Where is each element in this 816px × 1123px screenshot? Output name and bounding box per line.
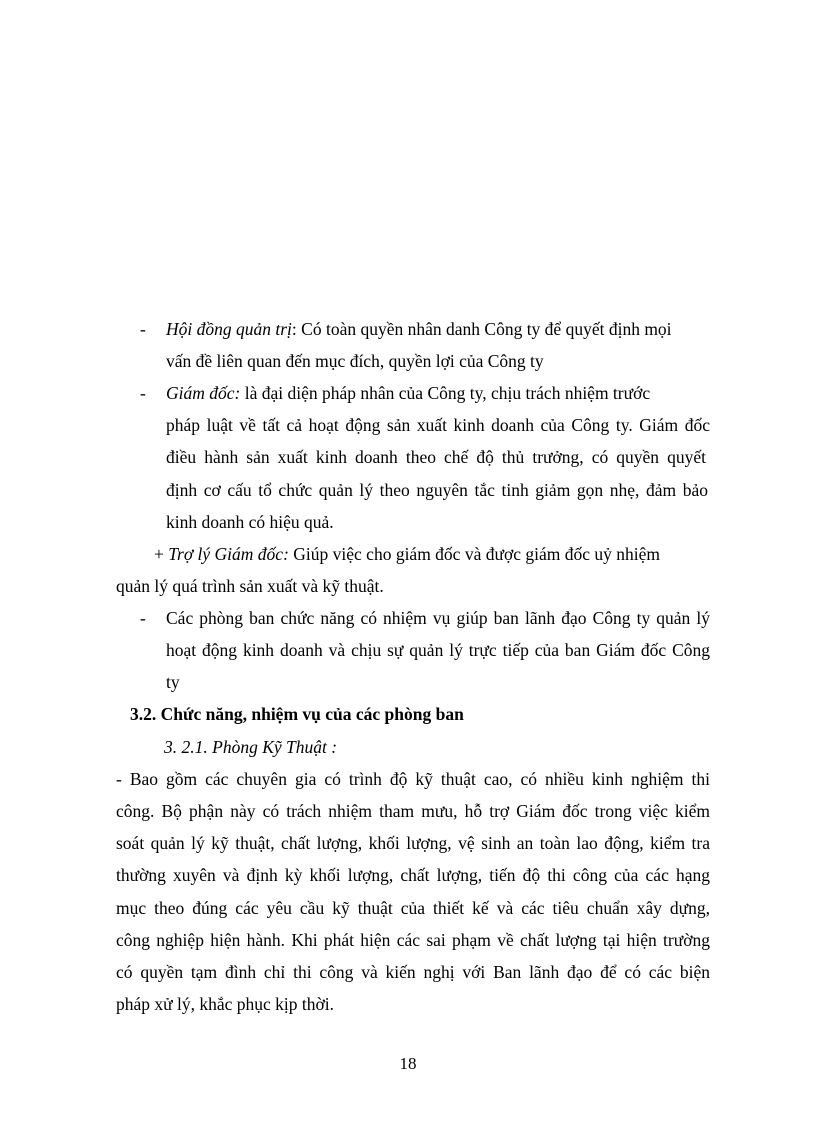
director-line-3: điều hành sản xuất kinh doanh theo chế độ thủ trưởng, có quyền quyết	[166, 447, 706, 467]
para-line-5: mục theo đúng các yêu cầu kỹ thuật của thiết kế và các tiêu chuẩn xây dựng,	[116, 898, 710, 918]
assistant-line-1-text: Giúp việc cho giám đốc và được giám đốc uỷ nhiệm	[288, 544, 660, 564]
director-line-5: kinh doanh có hiệu quả.	[166, 512, 334, 532]
assistant-term: Trợ lý Giám đốc:	[168, 544, 289, 564]
bullet-marker: -	[140, 319, 146, 339]
section-heading: 3.2. Chức năng, nhiệm vụ của các phòng ban	[130, 704, 464, 724]
director-line-1-text: là đại diện pháp nhân của Công ty, chịu trách nhiệm trước	[240, 383, 651, 403]
director-line-4: định cơ cấu tổ chức quản lý theo nguyên tắc tinh giảm gọn nhẹ, đảm bảo	[166, 480, 708, 500]
para-line-2: công. Bộ phận này có trách nhiệm tham mưu, hỗ trợ Giám đốc trong việc kiểm	[116, 801, 710, 821]
board-term: Hội đồng quản trị	[166, 319, 292, 339]
departments-line-3: ty	[166, 672, 180, 692]
assistant-line-1	[154, 543, 660, 565]
board-line-2: vấn đề liên quan đến mục đích, quyền lợi của Công ty	[166, 351, 544, 371]
director-term: Giám đốc:	[166, 383, 241, 403]
director-line-1	[166, 382, 650, 404]
bullet-marker: -	[140, 608, 146, 628]
assistant-line-2: quản lý quá trình sản xuất và kỹ thuật.	[116, 576, 384, 596]
section-subheading: 3. 2.1. Phòng Kỹ Thuật :	[164, 737, 338, 757]
departments-line-2: hoạt động kinh doanh và chịu sự quản lý trực tiếp của ban Giám đốc Công	[166, 640, 710, 660]
board-sep: :	[291, 319, 297, 339]
bullet-marker: -	[140, 383, 146, 403]
para-line-7: có quyền tạm đình chỉ thi công và kiến nghị với Ban lãnh đạo để có các biện	[116, 962, 710, 982]
para-line-8: pháp xử lý, khắc phục kịp thời.	[116, 994, 335, 1014]
departments-line-1: Các phòng ban chức năng có nhiệm vụ giúp ban lãnh đạo Công ty quản lý	[166, 608, 710, 628]
board-line-1-text: Có toàn quyền nhân danh Công ty để quyết định mọi	[296, 319, 672, 339]
para-line-4: thường xuyên và định kỳ khối lượng, chất lượng, tiến độ thi công của các hạng	[116, 865, 710, 885]
para-line-6: công nghiệp hiện hành. Khi phát hiện các sai phạm về chất lượng tại hiện trường	[116, 930, 710, 950]
para-line-3: soát quản lý kỹ thuật, chất lượng, khối lượng, vệ sinh an toàn lao động, kiểm tra	[116, 833, 710, 853]
para-line-1: - Bao gồm các chuyên gia có trình độ kỹ thuật cao, có nhiều kinh nghiệm thi	[116, 769, 710, 789]
board-line-1	[166, 318, 672, 340]
assistant-marker: +	[154, 544, 164, 564]
director-line-2: pháp luật về tất cả hoạt động sản xuất kinh doanh của Công ty. Giám đốc	[166, 415, 710, 435]
page-number: 18	[399, 1054, 417, 1073]
